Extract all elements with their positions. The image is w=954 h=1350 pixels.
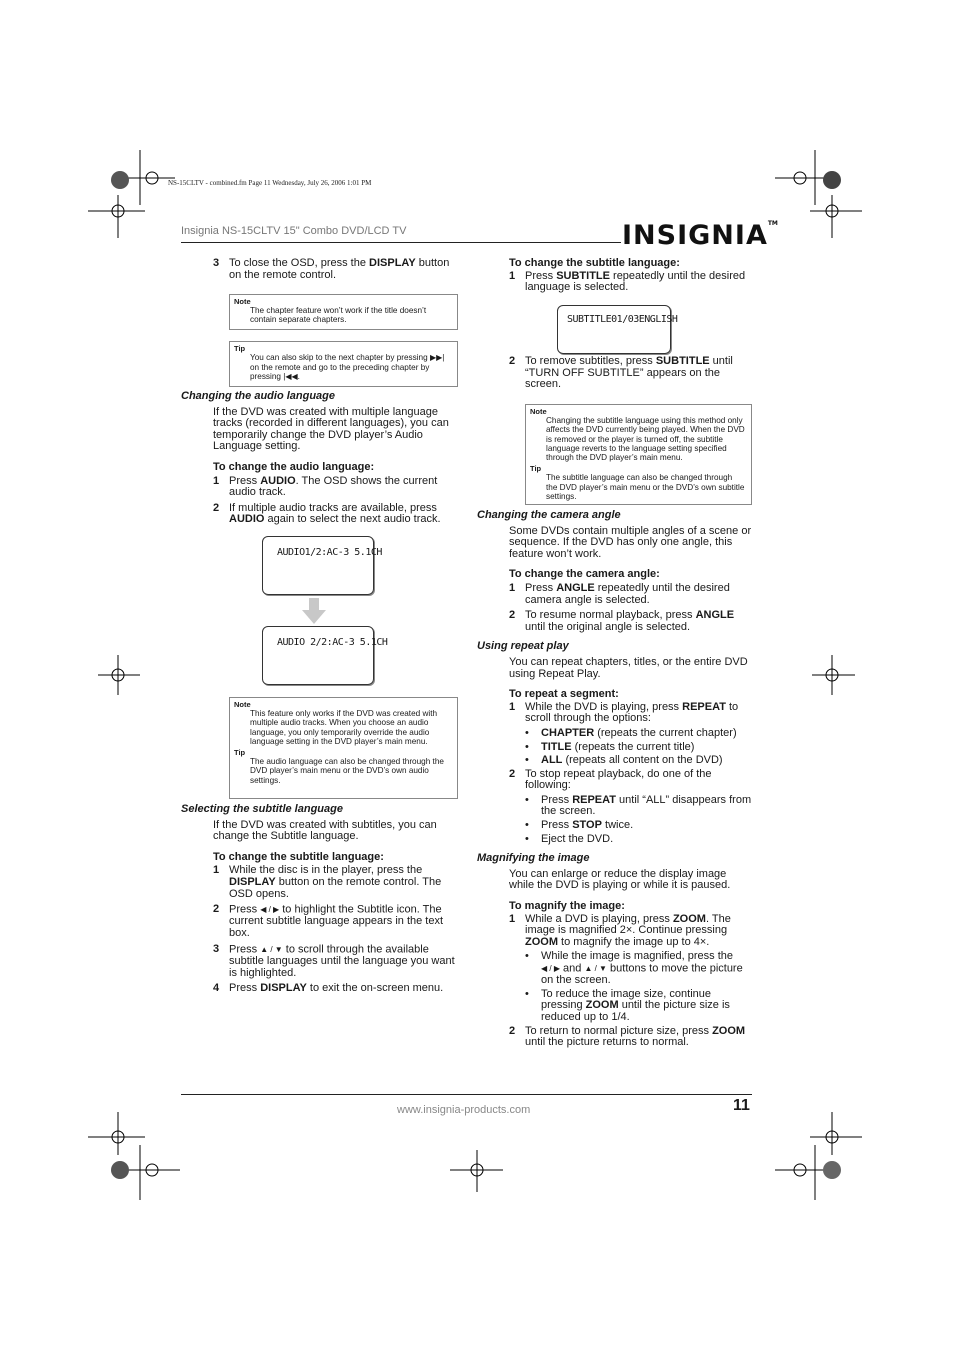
right-subtitle-step-2: 2 To remove subtitles, press SUBTITLE until “TURN OFF SUBTITLE” appears on the screen.: [509, 355, 733, 391]
right-subtitle-step-1: 1 Press SUBTITLE repeatedly until the desired language is selected.: [509, 269, 746, 294]
magnify-heading: Magnifying the image: [477, 852, 590, 865]
tip-skip-chapter: Tip You can also skip to the next chapter by pressing ▶▶| on the remote and go to the preceding chapter by pressing |◀◀.: [229, 341, 458, 387]
right-top: [477, 258, 752, 294]
stop-repeat-option-3: • Eject the DVD.: [525, 832, 614, 845]
up-down-arrows-icon: ▲ / ▼: [584, 964, 607, 973]
audio-subheading: To change the audio language:: [213, 460, 375, 473]
note-chapter: Note The chapter feature won’t work if the title doesn’t contain separate chapters.: [229, 294, 458, 330]
note-tip-subtitle: Note Changing the subtitle language using this method only affects the DVD currently being played. When the DVD is removed or the player is turned off, the subtitle language reverts to the language setting specified through the DVD player’s main menu. Tip The subtitle language can also be changed through the DVD player’s main menu or the DVD’s own subtitle settings.: [525, 404, 752, 505]
repeat-option-all: • ALL (repeats all content on the DVD): [525, 754, 723, 767]
audio-heading: Changing the audio language: [181, 390, 335, 402]
left-right-arrows-icon: ◀ / ▶: [260, 905, 280, 915]
audio-step-2: 2 If multiple audio tracks are available, press AUDIO again to select the next audio track.: [213, 501, 441, 526]
audio-step-1: 1 Press AUDIO. The OSD shows the current audio track.: [213, 474, 438, 499]
note-tip-audio: Note This feature only works if the DVD was created with multiple audio tracks. When you choose an audio language, you only temporarily override the audio language setting in the DVD player’s main menu. Tip The audio language can also be changed through the DVD player’s main menu or the DVD’s own audio settings.: [229, 697, 458, 799]
camera-step-2: 2 To resume normal playback, press ANGLE until the original angle is selected.: [509, 609, 735, 633]
right-subtitle-step-2-wrap: [477, 356, 752, 391]
page-number: 11: [733, 1097, 750, 1114]
repeat-option-title: • TITLE (repeats the current title): [525, 740, 695, 753]
osd-audio-2: AUDIO 2/2:AC-3 5.1CH: [262, 626, 374, 685]
next-chapter-icon: ▶▶|: [429, 353, 445, 363]
repeat-option-chapter: • CHAPTER (repeats the current chapter): [525, 726, 737, 739]
subtitle-intro: If the DVD was created with subtitles, you can change the Subtitle language.: [213, 818, 437, 843]
repeat-subheading: To repeat a segment:: [509, 688, 619, 701]
magnify-step-1: 1 While a DVD is playing, press ZOOM. The image is magnified 2×. Continue pressing ZOOM to magnify the image up to 4×.: [509, 912, 731, 948]
left-column: [181, 258, 457, 281]
subtitle-step-4: 4 Press DISPLAY to exit the on-screen menu.: [213, 982, 444, 995]
up-down-arrows-icon: ▲ / ▼: [260, 944, 283, 954]
stop-repeat-option-1: • Press REPEAT until “ALL” disappears from the screen.: [525, 793, 752, 818]
magnify-tip-reduce: • To reduce the image size, continue pressing ZOOM until the picture size is reduced up to 1/4.: [525, 987, 730, 1024]
right-sections: [477, 510, 752, 1049]
stop-repeat-option-2: • Press STOP twice.: [525, 819, 634, 832]
subtitle-step-3: 3 Press ▲ / ▼ to scroll through the available subtitle languages until the language you want is highlighted.: [213, 942, 455, 979]
magnify-subheading: To magnify the image:: [509, 900, 625, 913]
subtitle-step-2: 2 Press ◀ / ▶ to highlight the Subtitle icon. The current subtitle language appears in the text box.: [213, 903, 444, 940]
subtitle-subheading: To change the subtitle language:: [213, 850, 384, 863]
camera-heading: Changing the camera angle: [477, 509, 621, 521]
previous-chapter-icon: |◀◀: [283, 372, 298, 382]
magnify-intro: You can enlarge or reduce the display image while the DVD is playing or while it is paused.: [509, 867, 731, 892]
camera-intro: Some DVDs contain multiple angles of a scene or sequence. If the DVD has only one angle, this feature won’t work.: [509, 524, 752, 560]
audio-section: [181, 391, 457, 526]
footer-rule: [181, 1094, 752, 1095]
subtitle-change-subheading: To change the subtitle language:: [509, 257, 680, 269]
file-slug: NS-15CLTV - combined.fm Page 11 Wednesday, July 26, 2006 1:01 PM: [168, 179, 372, 187]
down-arrow-icon: [302, 598, 326, 624]
camera-subheading: To change the camera angle:: [509, 568, 660, 581]
left-right-arrows-icon: ◀ / ▶: [541, 964, 560, 973]
repeat-step-2: 2 To stop repeat playback, do one of the following:: [509, 767, 712, 792]
subtitle-section: [181, 804, 457, 995]
header-title: Insignia NS-15CLTV 15" Combo DVD/LCD TV: [181, 225, 407, 237]
subtitle-heading: Selecting the subtitle language: [181, 803, 343, 815]
camera-step-1: 1 Press ANGLE repeatedly until the desired camera angle is selected.: [509, 581, 730, 606]
repeat-heading: Using repeat play: [477, 640, 569, 653]
repeat-intro: You can repeat chapters, titles, or the entire DVD using Repeat Play.: [509, 655, 748, 680]
footer-url: www.insignia-products.com: [397, 1104, 531, 1116]
magnify-step-2: 2 To return to normal picture size, press ZOOM until the picture returns to normal.: [509, 1024, 746, 1049]
osd-subtitle: SUBTITLE01/03ENGLISH: [557, 305, 671, 354]
step-3-close-osd: 3 To close the OSD, press the DISPLAY button on the remote control.: [213, 257, 450, 281]
insignia-logo: INSIGNIA™: [622, 220, 778, 251]
osd-audio-1: AUDIO1/2:AC-3 5.1CH: [262, 536, 374, 595]
subtitle-step-1: 1 While the disc is in the player, press the DISPLAY button on the remote control. The OSD opens.: [213, 864, 442, 900]
repeat-step-1: 1 While the DVD is playing, press REPEAT to scroll through the options:: [509, 700, 739, 725]
audio-intro: If the DVD was created with multiple language tracks (recorded in different languages), you can temporarily change the DVD player’s Audio Language setting.: [213, 405, 449, 453]
magnify-tip-move: • While the image is magnified, press the ◀ / ▶ and ▲ / ▼ buttons to move the picture on the screen.: [525, 950, 743, 987]
header-rule: [181, 242, 621, 243]
